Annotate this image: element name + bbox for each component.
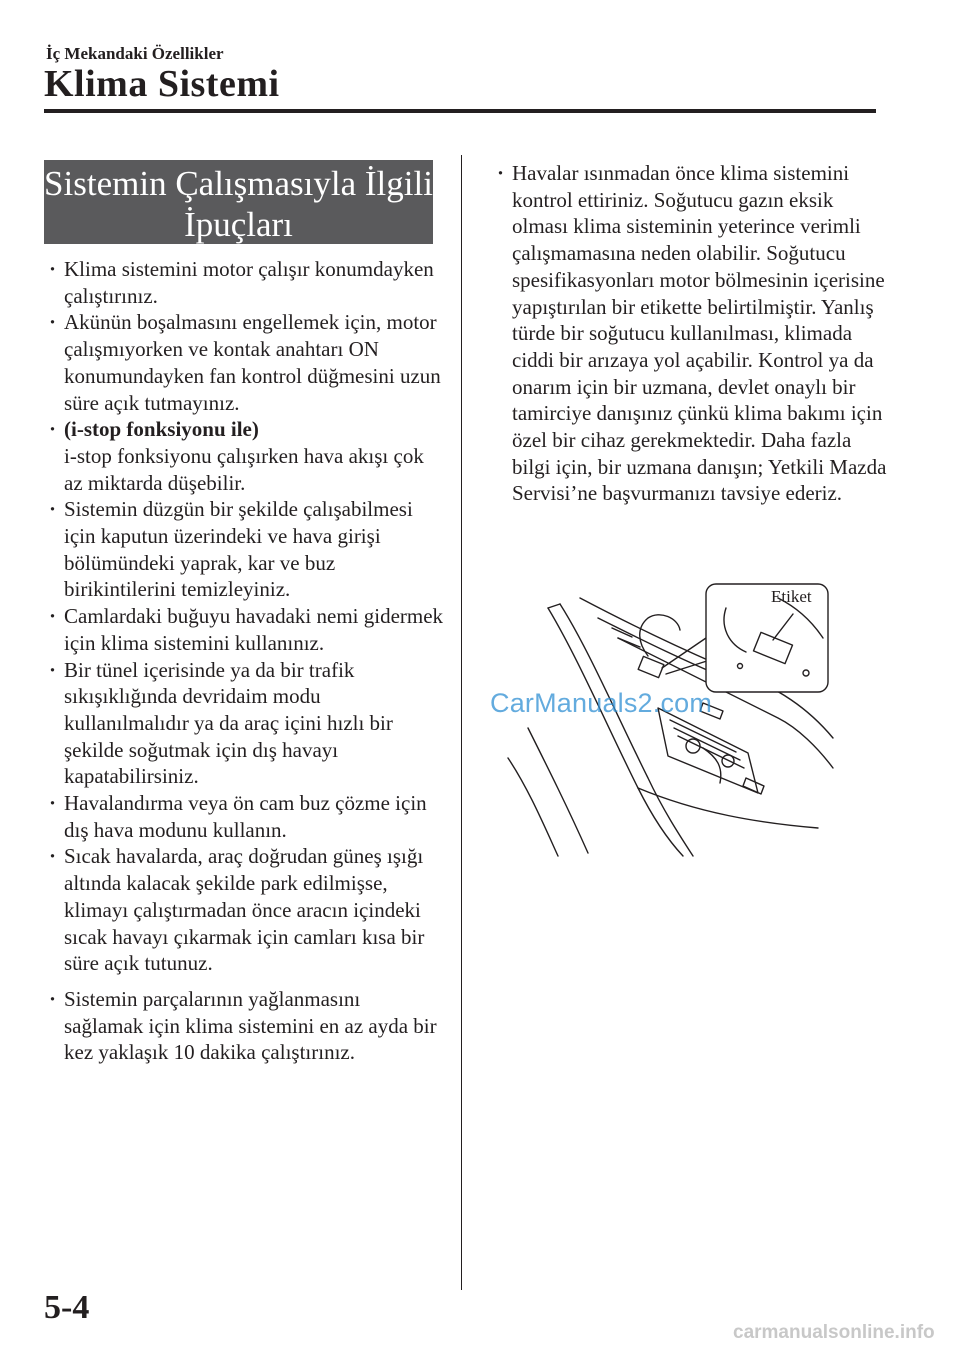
watermark: CarManuals2.com [490, 688, 713, 718]
list-item-heading: · (i-stop fonksiyonu ile) [64, 417, 259, 442]
list-item: · Camlardaki buğuyu havadaki nemi gidermek için klima sistemini kullanınız. [44, 603, 444, 656]
list-item: · Havalandırma veya ön cam buz çözme için dış hava modunu kullanın. [44, 790, 444, 843]
right-bullet-list [492, 160, 892, 507]
callout-label: Etiket [771, 587, 812, 606]
column-divider [461, 155, 462, 1290]
section-title-line1: Sistemin Çalışmasıyla İlgili [44, 164, 433, 203]
list-item: · Sistemin düzgün bir şekilde çalışabilmesi için kaputun üzerindeki ve hava girişi bölümündeki yaprak, kar ve buz birikintilerini temizleyiniz. [44, 496, 444, 603]
site-footer: carmanualsonline.info [733, 1322, 935, 1343]
list-item: · Akünün boşalmasını engellemek için, motor çalışmıyorken ve kontak anahtarı ON konumundayken fan kontrol düğmesini uzun süre açık tutmayınız. [44, 309, 444, 416]
right-column [492, 160, 892, 507]
list-item: · Sıcak havalarda, araç doğrudan güneş ışığı altında kalacak şekilde park edilmişse, klimayı çalıştırmadan önce aracın içindeki sıcak havayı çıkarmak için camları kısa bir süre açık tutunuz. [44, 843, 444, 977]
list-item: · Bir tünel içerisinde ya da bir trafik sıkışıklığında devridaim modu kullanılmalıdır ya da araç içini hızlı bir şekilde soğutmak için dış havayı kapatabilirsiniz. [44, 657, 444, 791]
left-bullet-list [44, 256, 444, 1066]
header-rule [44, 109, 876, 113]
page-number: 5-4 [44, 1289, 90, 1326]
left-column [44, 256, 444, 1066]
list-item: · Klima sistemini motor çalışır konumdayken çalıştırınız. [44, 256, 444, 309]
list-item [44, 416, 444, 496]
chapter-title: Klima Sistemi [44, 63, 280, 105]
section-banner [44, 160, 433, 244]
list-item: · Havalar ısınmadan önce klima sistemini kontrol ettiriniz. Soğutucu gazın eksik olması klima sisteminin yeterince verimli çalışmamasına neden olabilir. Soğutucu spesifikasyonları motor bölmesinin içerisine yapıştırılan bir etikette belirtilmiştir. Yanlış türde bir soğutucu kullanılması, klimada ciddi bir arızaya yol açabilir. Kontrol ya da onarım için bir uzmana, devlet onaylı bir tamirciye danışınız çünkü klima bakımı için özel bir cihaz gerekmektedir. Daha fazla bilgi için, bir uzmana danışın; Yetkili Mazda Servisi’ne başvurmanızı tavsiye ederiz. [492, 160, 892, 507]
breadcrumb: İç Mekandaki Özellikler [46, 44, 224, 63]
section-title-line2: İpuçları [184, 205, 293, 244]
list-item-text: i-stop fonksiyonu çalışırken hava akışı çok az miktarda düşebilir. [64, 443, 424, 495]
list-item: · Sistemin parçalarının yağlanmasını sağlamak için klima sistemini en az ayda bir kez yaklaşık 10 dakika çalıştırınız. [44, 986, 444, 1066]
